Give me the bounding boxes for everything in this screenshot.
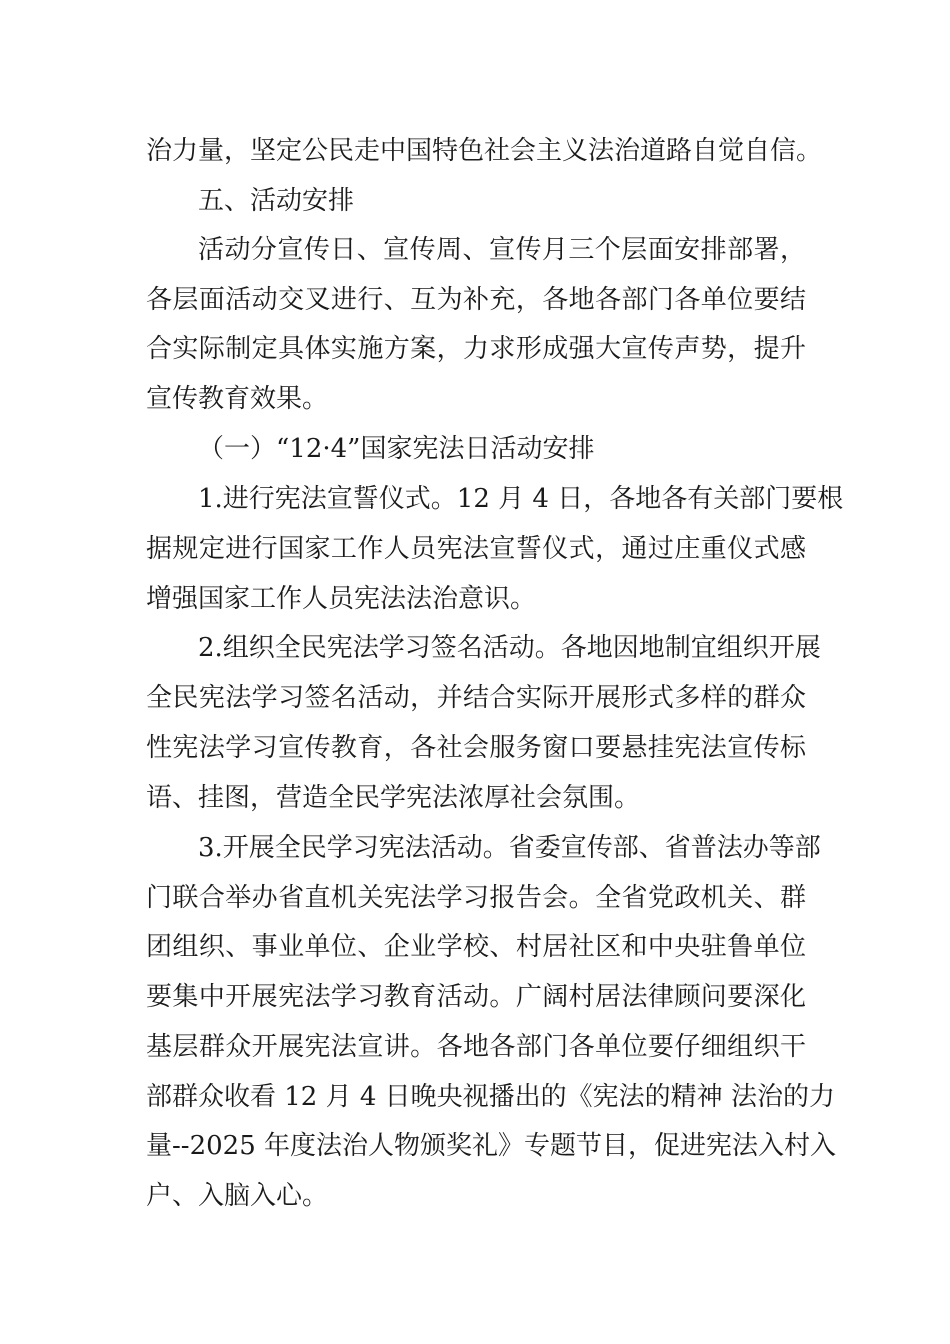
paragraph-line: 据规定进行国家工作人员宪法宣誓仪式，通过庄重仪式感: [146, 534, 806, 564]
paragraph-line: 性宪法学习宣传教育，各社会服务窗口要悬挂宪法宣传标: [146, 733, 806, 763]
paragraph-line: 增强国家工作人员宪法法治意识。: [146, 584, 537, 614]
paragraph-line: 治力量，坚定公民走中国特色社会主义法治道路自觉自信。: [146, 136, 823, 166]
paragraph-line: 全民宪法学习签名活动，并结合实际开展形式多样的群众: [146, 683, 806, 713]
paragraph-line: 3.开展全民学习宪法活动。省委宣传部、省普法办等部: [198, 833, 821, 863]
paragraph-line: 团组织、事业单位、企业学校、村居社区和中央驻鲁单位: [146, 932, 806, 962]
paragraph-line: 语、挂图，营造全民学宪法浓厚社会氛围。: [146, 783, 641, 813]
paragraph-line: 各层面活动交叉进行、互为补充，各地各部门各单位要结: [146, 285, 806, 315]
paragraph-line: 活动分宣传日、宣传周、宣传月三个层面安排部署，: [198, 235, 806, 265]
paragraph-line: 户、入脑入心。: [146, 1181, 329, 1211]
paragraph-line: 基层群众开展宪法宣讲。各地各部门各单位要仔细组织干: [146, 1032, 806, 1062]
subsection-heading: （一）“12·4”国家宪法日活动安排: [198, 434, 595, 464]
section-heading: 五、活动安排: [198, 186, 355, 216]
paragraph-line: 要集中开展宪法学习教育活动。广阔村居法律顾问要深化: [146, 982, 806, 1012]
paragraph-line: 合实际制定具体实施方案，力求形成强大宣传声势，提升: [146, 334, 806, 364]
paragraph-line: 宣传教育效果。: [146, 384, 329, 414]
paragraph-line: 部群众收看 12 月 4 日晚央视播出的《宪法的精神 法治的力: [146, 1082, 835, 1112]
paragraph-line: 2.组织全民宪法学习签名活动。各地因地制宜组织开展: [198, 633, 821, 663]
paragraph-line: 量--2025 年度法治人物颁奖礼》专题节目，促进宪法入村入: [146, 1131, 837, 1161]
paragraph-line: 门联合举办省直机关宪法学习报告会。全省党政机关、群: [146, 883, 806, 913]
paragraph-line: 1.进行宪法宣誓仪式。12 月 4 日，各地各有关部门要根: [198, 484, 844, 514]
